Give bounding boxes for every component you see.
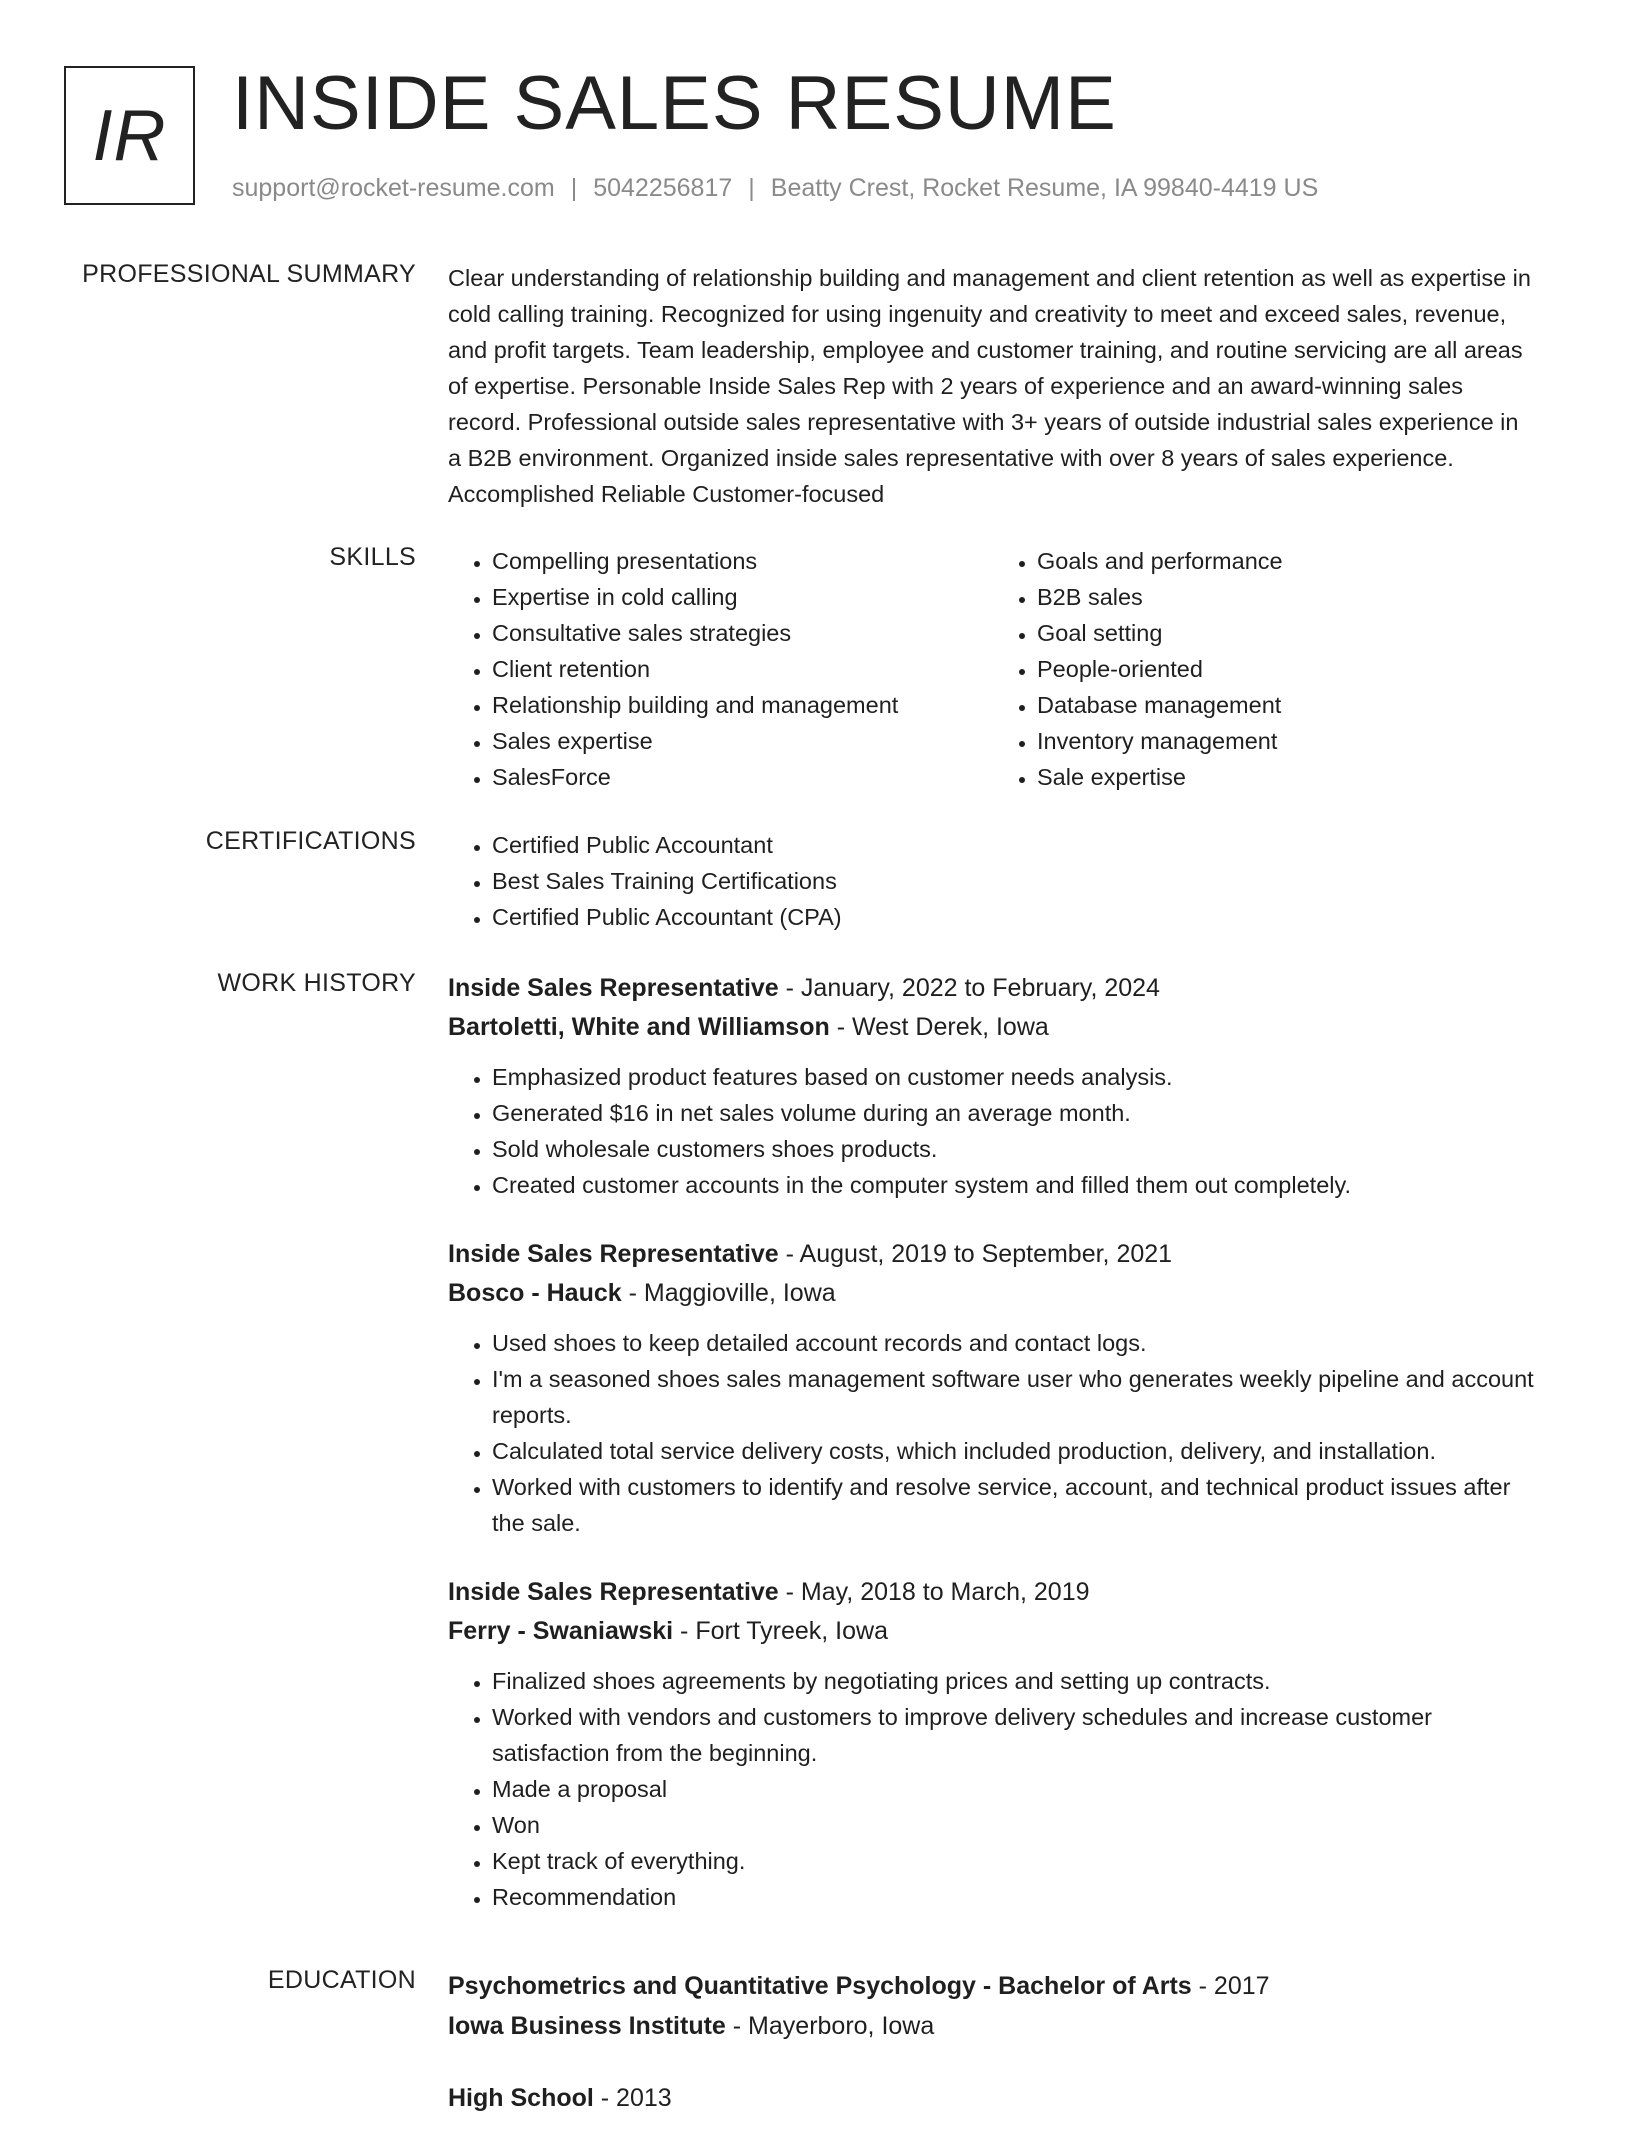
job-dates: - January, 2022 to February, 2024 [778,974,1160,1002]
job-company: Bartoletti, White and Williamson [448,1013,830,1041]
education-location: - Mayerboro, Iowa [725,2012,935,2040]
job-role: Inside Sales Representative [448,974,779,1002]
job-company-line [448,1611,1538,1651]
skills-lists [448,543,1538,795]
certification-item: • Certified Public Accountant (CPA) [492,899,1538,935]
skills-list-left [448,543,993,795]
education-year: - 2017 [1191,1972,1270,2000]
skills-list-right [993,543,1538,795]
section-title-work: WORK HISTORY [217,969,416,997]
job-entry [448,1235,1538,1541]
education-year: - 2013 [593,2084,672,2112]
education-degree-line [448,1966,1538,2006]
contact-email[interactable]: support@rocket-resume.com [232,174,555,202]
contact-line [232,174,1318,203]
education-entry [448,1966,1538,2046]
skill-item: • Sale expertise [1037,759,1538,795]
job-role: Inside Sales Representative [448,1578,779,1606]
job-dates: - May, 2018 to March, 2019 [778,1578,1090,1606]
job-bullet: • Created customer accounts in the computer system and filled them out completely. [492,1167,1538,1203]
job-bullet: • Generated $16 in net sales volume during an average month. [492,1095,1538,1131]
skill-item: • Client retention [492,651,993,687]
resume-header [64,61,1564,210]
job-bullet: • Kept track of everything. [492,1843,1538,1879]
job-entry [448,1573,1538,1915]
education-body [448,1966,1538,2150]
skill-item: • Consultative sales strategies [492,615,993,651]
job-bullets [448,1325,1538,1541]
job-bullet: • Finalized shoes agreements by negotiating prices and setting up contracts. [492,1663,1538,1699]
skill-item: • Expertise in cold calling [492,579,993,615]
job-title-line [448,1235,1538,1273]
section-title-certifications: CERTIFICATIONS [205,827,416,855]
job-entry [448,969,1538,1203]
job-bullet: • Worked with vendors and customers to improve delivery schedules and increase customer satisfaction from the beginning. [492,1699,1538,1771]
skill-item: • Sales expertise [492,723,993,759]
skill-item: • B2B sales [1037,579,1538,615]
contact-separator: | [748,174,755,202]
job-title-line [448,969,1538,1007]
job-title-line [448,1573,1538,1611]
skill-item: • People-oriented [1037,651,1538,687]
work-history-body [448,969,1538,1947]
job-bullet: • Emphasized product features based on customer needs analysis. [492,1059,1538,1095]
job-bullet: • Used shoes to keep detailed account records and contact logs. [492,1325,1538,1361]
education-school-line [448,2006,1538,2046]
education-entry [448,2078,1538,2118]
skill-item: • Database management [1037,687,1538,723]
job-bullet: • Worked with customers to identify and resolve service, account, and technical product issues after the sale. [492,1469,1538,1541]
contact-address: Beatty Crest, Rocket Resume, IA 99840-4419 US [770,174,1319,202]
contact-separator: | [570,174,578,202]
job-bullet: • Recommendation [492,1879,1538,1915]
job-company-line [448,1007,1538,1047]
monogram-initials: IR [92,95,167,176]
section-title-summary: PROFESSIONAL SUMMARY [82,260,416,288]
job-location: - Fort Tyreek, Iowa [673,1617,888,1645]
certifications-list [448,827,1538,935]
monogram-badge [64,66,195,205]
resume-title: INSIDE SALES RESUME [232,61,1117,146]
education-degree: High School [448,2084,594,2112]
job-company-line [448,1273,1538,1313]
job-bullet: • Sold wholesale customers shoes products. [492,1131,1538,1167]
job-company: Bosco - Hauck [448,1279,622,1307]
job-bullet: • Won [492,1807,1538,1843]
job-bullet: • I'm a seasoned shoes sales management software user who generates weekly pipeline and account reports. [492,1361,1538,1433]
job-bullet: • Calculated total service delivery costs, which included production, delivery, and installation. [492,1433,1538,1469]
skill-item: • Goal setting [1037,615,1538,651]
job-dates: - August, 2019 to September, 2021 [778,1240,1173,1268]
job-bullets [448,1059,1538,1203]
job-company: Ferry - Swaniawski [448,1617,674,1645]
summary-text: Clear understanding of relationship building and management and client retention as well as expertise in cold calling training. Recognized for using ingenuity and creativity to meet and exceed sales, revenue, and profit targets. Team leadership, employee and customer training, and routine servicing are all areas of expertise. Personable Inside Sales Rep with 2 years of experience and an award-winning sales record. Professional outside sales representative with 3+ years of outside industrial sales experience in a B2B environment. Organized inside sales representative with over 8 years of sales experience. Accomplished Reliable Customer-focused [448,265,1531,507]
certification-item: • Certified Public Accountant [492,827,1538,863]
skill-item: • Inventory management [1037,723,1538,759]
certification-item: • Best Sales Training Certifications [492,863,1538,899]
education-school: Iowa Business Institute [448,2012,726,2040]
job-bullet: • Made a proposal [492,1771,1538,1807]
skill-item: • Relationship building and management [492,687,993,723]
section-title-education: EDUCATION [267,1966,416,1994]
education-degree-line [448,2078,1538,2118]
skill-item: • SalesForce [492,759,993,795]
certifications-body [448,827,1538,935]
job-role: Inside Sales Representative [448,1240,779,1268]
contact-phone[interactable]: 5042256817 [593,174,733,202]
job-location: - Maggioville, Iowa [621,1279,836,1307]
job-bullets [448,1663,1538,1915]
skill-item: • Compelling presentations [492,543,993,579]
job-location: - West Derek, Iowa [829,1013,1049,1041]
education-degree: Psychometrics and Quantitative Psychology - Bachelor of Arts [448,1972,1192,2000]
section-title-skills: SKILLS [329,543,416,571]
skill-item: • Goals and performance [1037,543,1538,579]
